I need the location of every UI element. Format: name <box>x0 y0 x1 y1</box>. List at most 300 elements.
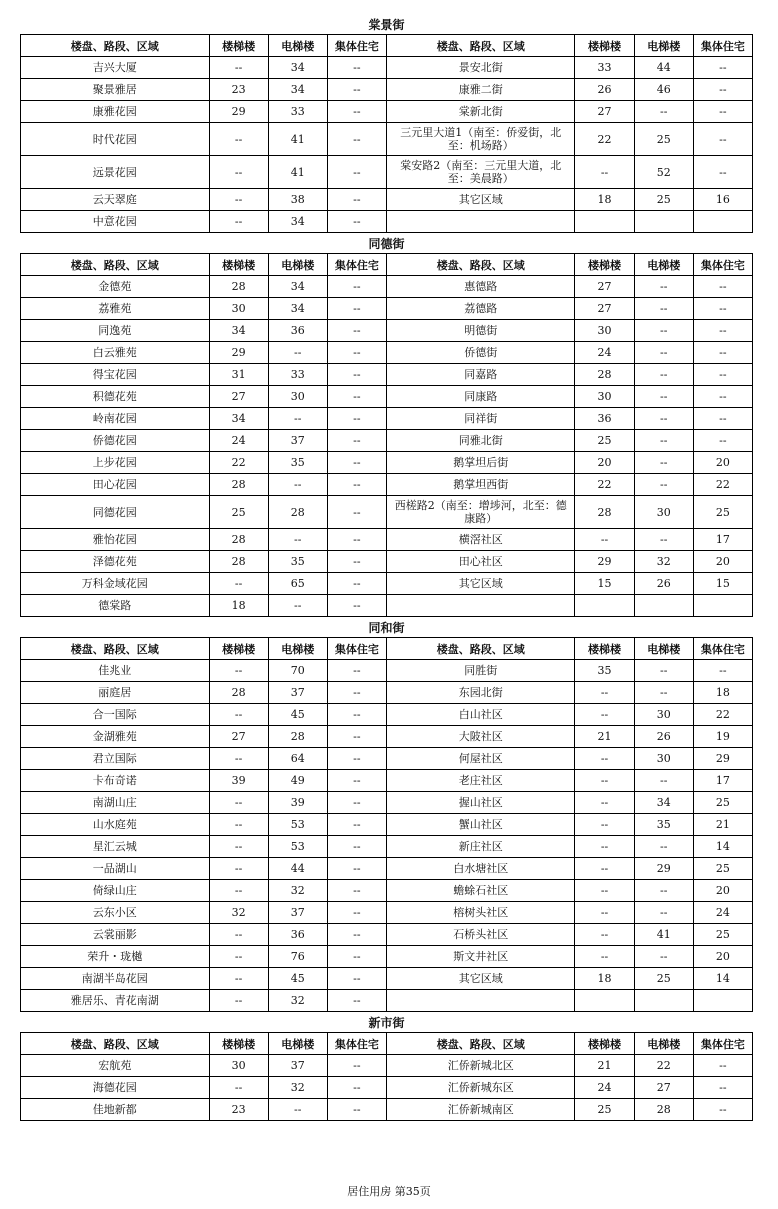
price-cell: 35 <box>575 660 634 682</box>
price-cell: 28 <box>634 1099 693 1121</box>
area-name-cell: 何屋社区 <box>386 748 575 770</box>
price-cell: 24 <box>209 430 268 452</box>
price-cell: 24 <box>693 902 752 924</box>
price-cell: 30 <box>575 386 634 408</box>
price-cell: -- <box>209 660 268 682</box>
price-table <box>20 637 753 1012</box>
price-cell: -- <box>693 298 752 320</box>
price-cell: 34 <box>209 408 268 430</box>
price-cell: 34 <box>634 792 693 814</box>
price-cell: 23 <box>209 79 268 101</box>
table-row <box>21 551 753 573</box>
price-cell: -- <box>209 858 268 880</box>
table-row <box>21 770 753 792</box>
price-cell: 41 <box>268 123 327 156</box>
price-cell: 24 <box>575 342 634 364</box>
area-name-cell: 横滘社区 <box>386 529 575 551</box>
price-cell: -- <box>327 968 386 990</box>
area-name-cell: 汇侨新城东区 <box>386 1077 575 1099</box>
price-cell: 28 <box>209 474 268 496</box>
price-cell: -- <box>693 57 752 79</box>
price-cell: 34 <box>268 211 327 233</box>
price-cell: 44 <box>634 57 693 79</box>
price-cell: -- <box>209 792 268 814</box>
table-row <box>21 123 753 156</box>
price-cell: -- <box>575 682 634 704</box>
column-header: 楼盘、路段、区域 <box>386 254 575 276</box>
area-name-cell: 南湖山庄 <box>21 792 210 814</box>
price-cell: -- <box>327 1099 386 1121</box>
price-cell: 34 <box>268 79 327 101</box>
area-name-cell: 老庄社区 <box>386 770 575 792</box>
column-header: 楼盘、路段、区域 <box>386 35 575 57</box>
price-cell: -- <box>693 123 752 156</box>
price-cell: -- <box>693 408 752 430</box>
price-cell: -- <box>268 474 327 496</box>
price-cell: 38 <box>268 189 327 211</box>
price-cell: -- <box>634 770 693 792</box>
area-name-cell: 新庄社区 <box>386 836 575 858</box>
area-name-cell <box>386 211 575 233</box>
price-cell: -- <box>209 924 268 946</box>
price-cell: -- <box>209 880 268 902</box>
price-cell: 29 <box>693 748 752 770</box>
price-cell: 25 <box>575 1099 634 1121</box>
table-row <box>21 364 753 386</box>
price-cell: -- <box>575 880 634 902</box>
area-name-cell: 丽庭居 <box>21 682 210 704</box>
area-name-cell: 荔德路 <box>386 298 575 320</box>
price-cell: -- <box>268 529 327 551</box>
price-cell: -- <box>634 364 693 386</box>
price-cell: 39 <box>209 770 268 792</box>
area-name-cell: 白山社区 <box>386 704 575 726</box>
price-cell: -- <box>693 1077 752 1099</box>
area-name-cell: 侨德花园 <box>21 430 210 452</box>
column-header: 楼梯楼 <box>575 254 634 276</box>
price-cell: 29 <box>209 101 268 123</box>
table-row <box>21 902 753 924</box>
area-name-cell: 康雅二街 <box>386 79 575 101</box>
table-row <box>21 189 753 211</box>
price-cell: -- <box>327 595 386 617</box>
price-cell: -- <box>327 946 386 968</box>
column-header: 电梯楼 <box>634 638 693 660</box>
price-cell: -- <box>634 474 693 496</box>
price-cell: 22 <box>575 123 634 156</box>
area-name-cell: 同德花园 <box>21 496 210 529</box>
column-header: 楼盘、路段、区域 <box>21 638 210 660</box>
area-name-cell: 汇侨新城北区 <box>386 1055 575 1077</box>
price-cell: 32 <box>268 880 327 902</box>
page-content <box>20 14 753 1121</box>
price-cell: 28 <box>209 276 268 298</box>
section-title: 新市街 <box>368 1016 405 1030</box>
column-header: 楼梯楼 <box>209 254 268 276</box>
price-cell: 25 <box>634 123 693 156</box>
price-cell: -- <box>327 858 386 880</box>
price-cell: -- <box>327 156 386 189</box>
price-cell: 70 <box>268 660 327 682</box>
price-cell: -- <box>327 386 386 408</box>
area-name-cell: 倚绿山庄 <box>21 880 210 902</box>
area-name-cell: 吉兴大厦 <box>21 57 210 79</box>
price-cell: -- <box>209 814 268 836</box>
area-name-cell: 康雅花园 <box>21 101 210 123</box>
price-cell: 34 <box>268 57 327 79</box>
column-header: 楼梯楼 <box>575 35 634 57</box>
area-name-cell: 云东小区 <box>21 902 210 924</box>
price-cell: -- <box>327 101 386 123</box>
area-name-cell: 田心花园 <box>21 474 210 496</box>
table-row <box>21 79 753 101</box>
column-header: 电梯楼 <box>268 1033 327 1055</box>
price-cell: 17 <box>693 529 752 551</box>
column-header: 楼梯楼 <box>209 35 268 57</box>
column-header: 电梯楼 <box>634 1033 693 1055</box>
price-cell: 30 <box>209 1055 268 1077</box>
table-row <box>21 1055 753 1077</box>
price-cell: -- <box>327 364 386 386</box>
price-cell: -- <box>327 880 386 902</box>
area-name-cell: 其它区域 <box>386 573 575 595</box>
price-cell: 26 <box>634 573 693 595</box>
price-cell: 41 <box>634 924 693 946</box>
price-cell: 30 <box>634 748 693 770</box>
price-cell: -- <box>327 836 386 858</box>
price-cell: 29 <box>209 342 268 364</box>
table-row <box>21 430 753 452</box>
table-row <box>21 408 753 430</box>
area-name-cell: 佳地新都 <box>21 1099 210 1121</box>
price-cell: -- <box>327 792 386 814</box>
price-cell: 37 <box>268 682 327 704</box>
price-cell: -- <box>693 430 752 452</box>
price-cell: -- <box>327 902 386 924</box>
area-name-cell: 岭南花园 <box>21 408 210 430</box>
area-name-cell: 佳兆业 <box>21 660 210 682</box>
table-row <box>21 990 753 1012</box>
price-cell: 45 <box>268 704 327 726</box>
price-cell: 19 <box>693 726 752 748</box>
area-name-cell: 田心社区 <box>386 551 575 573</box>
price-cell: -- <box>693 320 752 342</box>
area-name-cell: 汇侨新城南区 <box>386 1099 575 1121</box>
price-cell: -- <box>327 452 386 474</box>
price-cell <box>634 990 693 1012</box>
column-header: 集体住宅 <box>327 35 386 57</box>
table-row <box>21 595 753 617</box>
price-cell: 30 <box>634 496 693 529</box>
price-cell: -- <box>327 704 386 726</box>
price-cell: -- <box>634 276 693 298</box>
price-cell: 76 <box>268 946 327 968</box>
price-cell: 20 <box>693 880 752 902</box>
table-row <box>21 342 753 364</box>
table-row <box>21 474 753 496</box>
price-cell: 28 <box>209 529 268 551</box>
table-row <box>21 726 753 748</box>
price-cell: -- <box>634 408 693 430</box>
table-row <box>21 682 753 704</box>
area-name-cell: 卡布奇诺 <box>21 770 210 792</box>
price-cell: -- <box>327 1055 386 1077</box>
price-cell: -- <box>327 430 386 452</box>
price-cell: 18 <box>575 968 634 990</box>
price-cell: 30 <box>209 298 268 320</box>
table-row <box>21 452 753 474</box>
price-cell: -- <box>575 792 634 814</box>
price-cell: -- <box>327 660 386 682</box>
price-cell: -- <box>693 386 752 408</box>
area-name-cell: 雅居乐、青花南湖 <box>21 990 210 1012</box>
price-cell: 25 <box>634 968 693 990</box>
price-cell: 29 <box>634 858 693 880</box>
price-cell: -- <box>693 1099 752 1121</box>
price-cell: -- <box>327 123 386 156</box>
price-cell: -- <box>693 156 752 189</box>
price-cell: -- <box>634 946 693 968</box>
price-cell: 34 <box>209 320 268 342</box>
price-cell: -- <box>693 79 752 101</box>
column-header: 楼梯楼 <box>209 1033 268 1055</box>
table-row <box>21 1077 753 1099</box>
table-row <box>21 298 753 320</box>
price-cell: 20 <box>575 452 634 474</box>
price-cell: 37 <box>268 430 327 452</box>
area-name-cell: 星汇云城 <box>21 836 210 858</box>
area-name-cell: 棠安路2（南至：三元里大道，北至：美晨路） <box>386 156 575 189</box>
table-row <box>21 57 753 79</box>
price-cell: -- <box>327 1077 386 1099</box>
price-cell: 34 <box>268 276 327 298</box>
price-cell: 45 <box>268 968 327 990</box>
price-cell: -- <box>209 189 268 211</box>
area-name-cell: 金湖雅苑 <box>21 726 210 748</box>
price-cell: 28 <box>209 682 268 704</box>
table-row <box>21 496 753 529</box>
price-cell: 16 <box>693 189 752 211</box>
price-cell: -- <box>634 320 693 342</box>
table-row <box>21 704 753 726</box>
area-name-cell: 聚景雅居 <box>21 79 210 101</box>
price-cell <box>575 595 634 617</box>
price-cell: 25 <box>634 189 693 211</box>
table-row <box>21 156 753 189</box>
price-cell: 52 <box>634 156 693 189</box>
price-cell: -- <box>575 946 634 968</box>
area-name-cell: 宏航苑 <box>21 1055 210 1077</box>
price-cell: -- <box>575 902 634 924</box>
area-name-cell: 蟹山社区 <box>386 814 575 836</box>
column-header: 电梯楼 <box>634 35 693 57</box>
price-cell: -- <box>327 189 386 211</box>
column-header: 电梯楼 <box>634 254 693 276</box>
table-row <box>21 276 753 298</box>
price-cell: 20 <box>693 946 752 968</box>
price-cell: 36 <box>268 924 327 946</box>
price-cell: 36 <box>575 408 634 430</box>
price-cell: -- <box>575 704 634 726</box>
price-cell: 34 <box>268 298 327 320</box>
area-name-cell: 大陂社区 <box>386 726 575 748</box>
column-header: 电梯楼 <box>268 638 327 660</box>
price-cell: -- <box>327 496 386 529</box>
price-cell: 46 <box>634 79 693 101</box>
table-row <box>21 814 753 836</box>
price-cell: -- <box>634 682 693 704</box>
price-cell: -- <box>327 342 386 364</box>
area-name-cell: 南湖半岛花园 <box>21 968 210 990</box>
price-cell: 53 <box>268 814 327 836</box>
price-cell: 32 <box>268 990 327 1012</box>
table-row <box>21 836 753 858</box>
price-cell: -- <box>209 1077 268 1099</box>
area-name-cell: 云裳丽影 <box>21 924 210 946</box>
area-name-cell: 白水塘社区 <box>386 858 575 880</box>
price-cell: 25 <box>693 496 752 529</box>
price-cell: -- <box>575 836 634 858</box>
area-name-cell: 鹅掌坦后街 <box>386 452 575 474</box>
price-cell: -- <box>268 408 327 430</box>
price-cell: 14 <box>693 836 752 858</box>
price-cell <box>693 595 752 617</box>
table-header-row <box>21 254 753 276</box>
area-name-cell: 雅怡花园 <box>21 529 210 551</box>
price-cell: 27 <box>575 298 634 320</box>
area-name-cell: 景安北街 <box>386 57 575 79</box>
price-cell: 30 <box>575 320 634 342</box>
price-cell: -- <box>634 452 693 474</box>
section-title: 棠景街 <box>368 18 405 32</box>
column-header: 集体住宅 <box>693 638 752 660</box>
price-cell: -- <box>209 836 268 858</box>
area-name-cell: 积德花苑 <box>21 386 210 408</box>
price-cell: 35 <box>634 814 693 836</box>
price-cell <box>575 211 634 233</box>
price-cell: -- <box>575 770 634 792</box>
area-name-cell <box>386 595 575 617</box>
price-cell: 28 <box>268 496 327 529</box>
price-cell: -- <box>634 430 693 452</box>
price-cell: 20 <box>693 551 752 573</box>
price-cell: -- <box>693 342 752 364</box>
price-cell: 33 <box>575 57 634 79</box>
column-header: 集体住宅 <box>693 35 752 57</box>
area-name-cell: 金德苑 <box>21 276 210 298</box>
price-cell: -- <box>327 79 386 101</box>
area-name-cell: 德棠路 <box>21 595 210 617</box>
price-cell: 36 <box>268 320 327 342</box>
area-name-cell: 时代花园 <box>21 123 210 156</box>
price-cell: -- <box>327 682 386 704</box>
price-cell: 28 <box>575 496 634 529</box>
price-cell: 26 <box>634 726 693 748</box>
table-header-row <box>21 1033 753 1055</box>
price-cell: -- <box>634 660 693 682</box>
price-cell: 14 <box>693 968 752 990</box>
price-cell: -- <box>327 529 386 551</box>
price-cell: -- <box>327 770 386 792</box>
area-name-cell: 合一国际 <box>21 704 210 726</box>
price-cell: -- <box>693 101 752 123</box>
table-row <box>21 573 753 595</box>
table-row <box>21 660 753 682</box>
area-name-cell: 西槎路2（南至：增埗河，北至：德康路） <box>386 496 575 529</box>
area-name-cell: 榕树头社区 <box>386 902 575 924</box>
price-cell: -- <box>209 704 268 726</box>
table-row <box>21 946 753 968</box>
price-cell: 15 <box>693 573 752 595</box>
area-name-cell: 侨德街 <box>386 342 575 364</box>
price-cell: 26 <box>575 79 634 101</box>
price-cell: 32 <box>268 1077 327 1099</box>
column-header: 楼盘、路段、区域 <box>386 638 575 660</box>
price-cell: -- <box>327 990 386 1012</box>
price-cell <box>693 990 752 1012</box>
price-cell: -- <box>634 386 693 408</box>
price-cell: -- <box>268 1099 327 1121</box>
area-name-cell <box>386 990 575 1012</box>
column-header: 楼盘、路段、区域 <box>21 254 210 276</box>
area-name-cell: 云天翠庭 <box>21 189 210 211</box>
table-row <box>21 968 753 990</box>
price-cell: 22 <box>209 452 268 474</box>
price-cell: -- <box>575 156 634 189</box>
price-cell: -- <box>693 364 752 386</box>
price-cell: 35 <box>268 551 327 573</box>
price-cell: -- <box>634 902 693 924</box>
area-name-cell: 得宝花园 <box>21 364 210 386</box>
price-cell: -- <box>575 858 634 880</box>
price-cell: -- <box>209 946 268 968</box>
price-cell: 44 <box>268 858 327 880</box>
area-name-cell: 万科金域花园 <box>21 573 210 595</box>
area-name-cell: 明德街 <box>386 320 575 342</box>
price-cell: 27 <box>209 386 268 408</box>
price-cell: 25 <box>693 858 752 880</box>
area-name-cell: 石桥头社区 <box>386 924 575 946</box>
column-header: 楼盘、路段、区域 <box>21 1033 210 1055</box>
price-cell <box>693 211 752 233</box>
price-cell: 27 <box>575 276 634 298</box>
area-name-cell: 同逸苑 <box>21 320 210 342</box>
price-cell: -- <box>693 1055 752 1077</box>
price-table <box>20 34 753 233</box>
table-row <box>21 101 753 123</box>
price-cell: -- <box>634 836 693 858</box>
area-name-cell: 其它区域 <box>386 968 575 990</box>
column-header: 集体住宅 <box>327 1033 386 1055</box>
price-cell: 28 <box>209 551 268 573</box>
area-name-cell: 东园北街 <box>386 682 575 704</box>
price-cell: 18 <box>693 682 752 704</box>
table-header-row <box>21 35 753 57</box>
price-cell: -- <box>209 990 268 1012</box>
price-cell: -- <box>575 529 634 551</box>
price-cell: 30 <box>268 386 327 408</box>
price-cell: -- <box>327 814 386 836</box>
column-header: 楼梯楼 <box>575 638 634 660</box>
price-cell: -- <box>268 342 327 364</box>
section-title: 同德街 <box>368 237 405 251</box>
column-header: 电梯楼 <box>268 254 327 276</box>
table-row <box>21 386 753 408</box>
price-cell: 31 <box>209 364 268 386</box>
page-footer: 居住用房 第35页 <box>347 1185 431 1198</box>
price-cell: 27 <box>209 726 268 748</box>
column-header: 楼盘、路段、区域 <box>386 1033 575 1055</box>
